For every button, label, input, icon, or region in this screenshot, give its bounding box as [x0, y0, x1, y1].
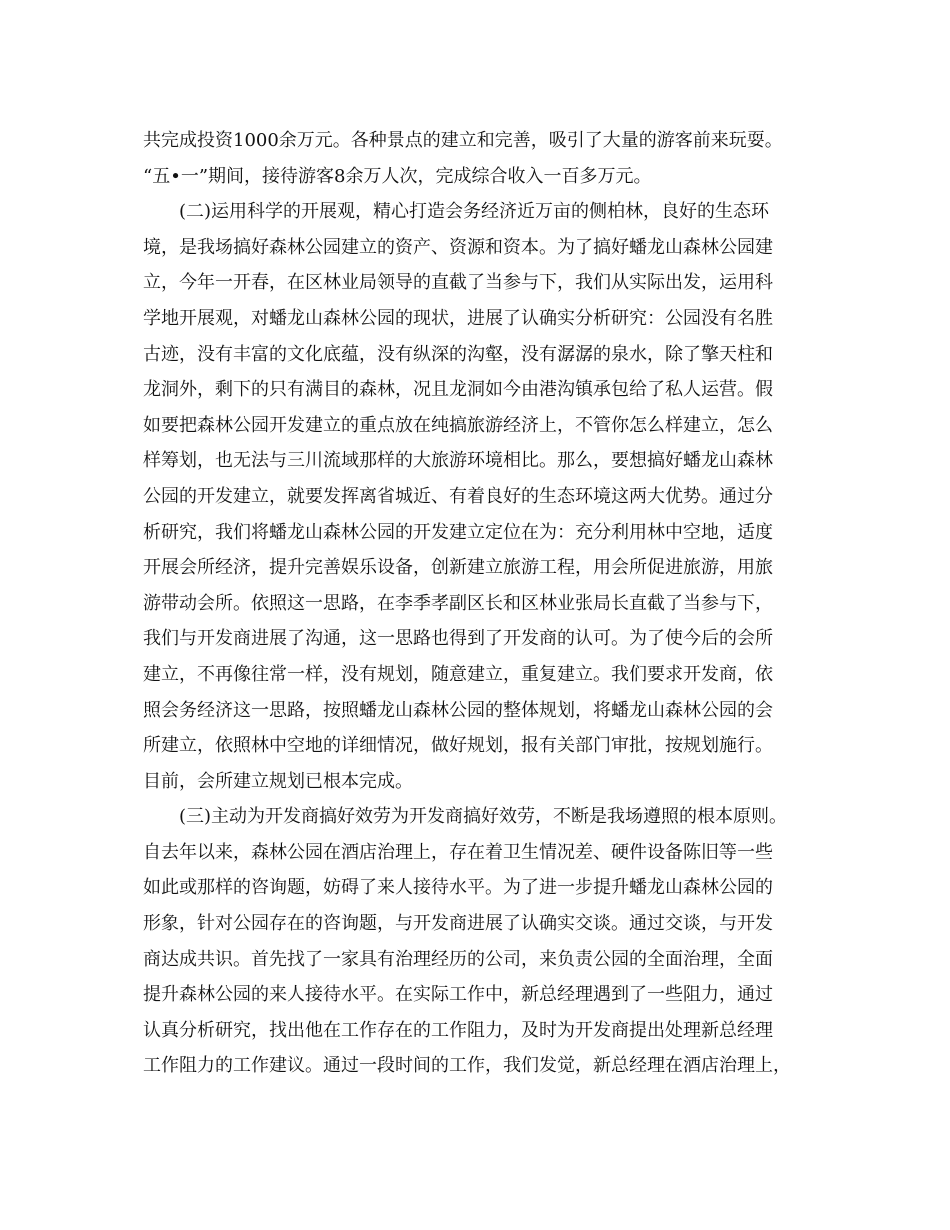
text-line: 如此或那样的咨询题，妨碍了来人接待水平。为了进一步提升蟠龙山森林公园的: [143, 877, 773, 899]
text-line: 立，今年一开春，在区林业局领导的直截了当参与下，我们从实际出发，运用科: [143, 272, 773, 294]
text-line: 境，是我场搞好森林公园建立的资产、资源和资本。为了搞好蟠龙山森林公园建: [143, 236, 773, 258]
text-line: “五•一”期间，接待游客8余万人次，完成综合收入一百多万元。: [143, 165, 652, 187]
text-line: 目前，会所建立规划已根本完成。: [143, 770, 413, 792]
text-line: 我们与开发商进展了沟通，这一思路也得到了开发商的认可。为了使今后的会所: [143, 628, 773, 650]
text-line: 开展会所经济，提升完善娱乐设备，创新建立旅游工程，用会所促进旅游，用旅: [143, 557, 773, 579]
text-line: 提升森林公园的来人接待水平。在实际工作中，新总经理遇到了一些阻力，通过: [143, 984, 773, 1006]
document-body: [143, 123, 805, 1084]
text-line: 龙洞外，剩下的只有满目的森林，况且龙洞如今由港沟镇承包给了私人运营。假: [143, 379, 773, 401]
text-line: 共完成投资1000余万元。各种景点的建立和完善，吸引了大量的游客前来玩耍。: [143, 130, 783, 151]
text-line: 自去年以来，森林公园在酒店治理上，存在着卫生情况差、硬件设备陈旧等一些: [143, 841, 773, 863]
text-line: 古迹，没有丰富的文化底蕴，没有纵深的沟壑，没有潺潺的泉水，除了擎天柱和: [143, 343, 773, 365]
text-line: 公园的开发建立，就要发挥离省城近、有着良好的生态环境这两大优势。通过分: [143, 485, 773, 507]
text-line: 所建立，依照林中空地的详细情况，做好规划，报有关部门审批，按规划施行。: [143, 735, 773, 757]
paragraph-start-line: (二)运用科学的开展观，精心打造会务经济近万亩的侧柏林，良好的生态环: [179, 201, 770, 223]
text-line: 析研究，我们将蟠龙山森林公园的开发建立定位在为：充分利用林中空地，适度: [143, 521, 773, 543]
text-line: 商达成共识。首先找了一家具有治理经历的公司，来负责公园的全面治理，全面: [143, 948, 773, 970]
text-line: 建立，不再像往常一样，没有规划，随意建立，重复建立。我们要求开发商，依: [143, 663, 773, 685]
paragraph-start-line: (三)主动为开发商搞好效劳为开发商搞好效劳，不断是我场遵照的根本原则。: [179, 806, 788, 828]
text-line: 认真分析研究，找出他在工作存在的工作阻力，及时为开发商提出处理新总经理: [143, 1019, 773, 1041]
text-line: 照会务经济这一思路，按照蟠龙山森林公园的整体规划，将蟠龙山森林公园的会: [143, 699, 773, 721]
text-line: 工作阻力的工作建议。通过一段时间的工作，我们发觉，新总经理在酒店治理上，: [143, 1055, 791, 1077]
text-line: 样筹划，也无法与三川流域那样的大旅游环境相比。那么，要想搞好蟠龙山森林: [143, 450, 773, 472]
text-line: 如要把森林公园开发建立的重点放在纯搞旅游经济上，不管你怎么样建立，怎么: [143, 414, 773, 436]
text-line: 形象，针对公园存在的咨询题，与开发商进展了认确实交谈。通过交谈，与开发: [143, 913, 773, 935]
text-line: 学地开展观，对蟠龙山森林公园的现状，进展了认确实分析研究：公园没有名胜: [143, 307, 773, 329]
text-line: 游带动会所。依照这一思路，在李季孝副区长和区林业张局长直截了当参与下，: [143, 592, 773, 614]
